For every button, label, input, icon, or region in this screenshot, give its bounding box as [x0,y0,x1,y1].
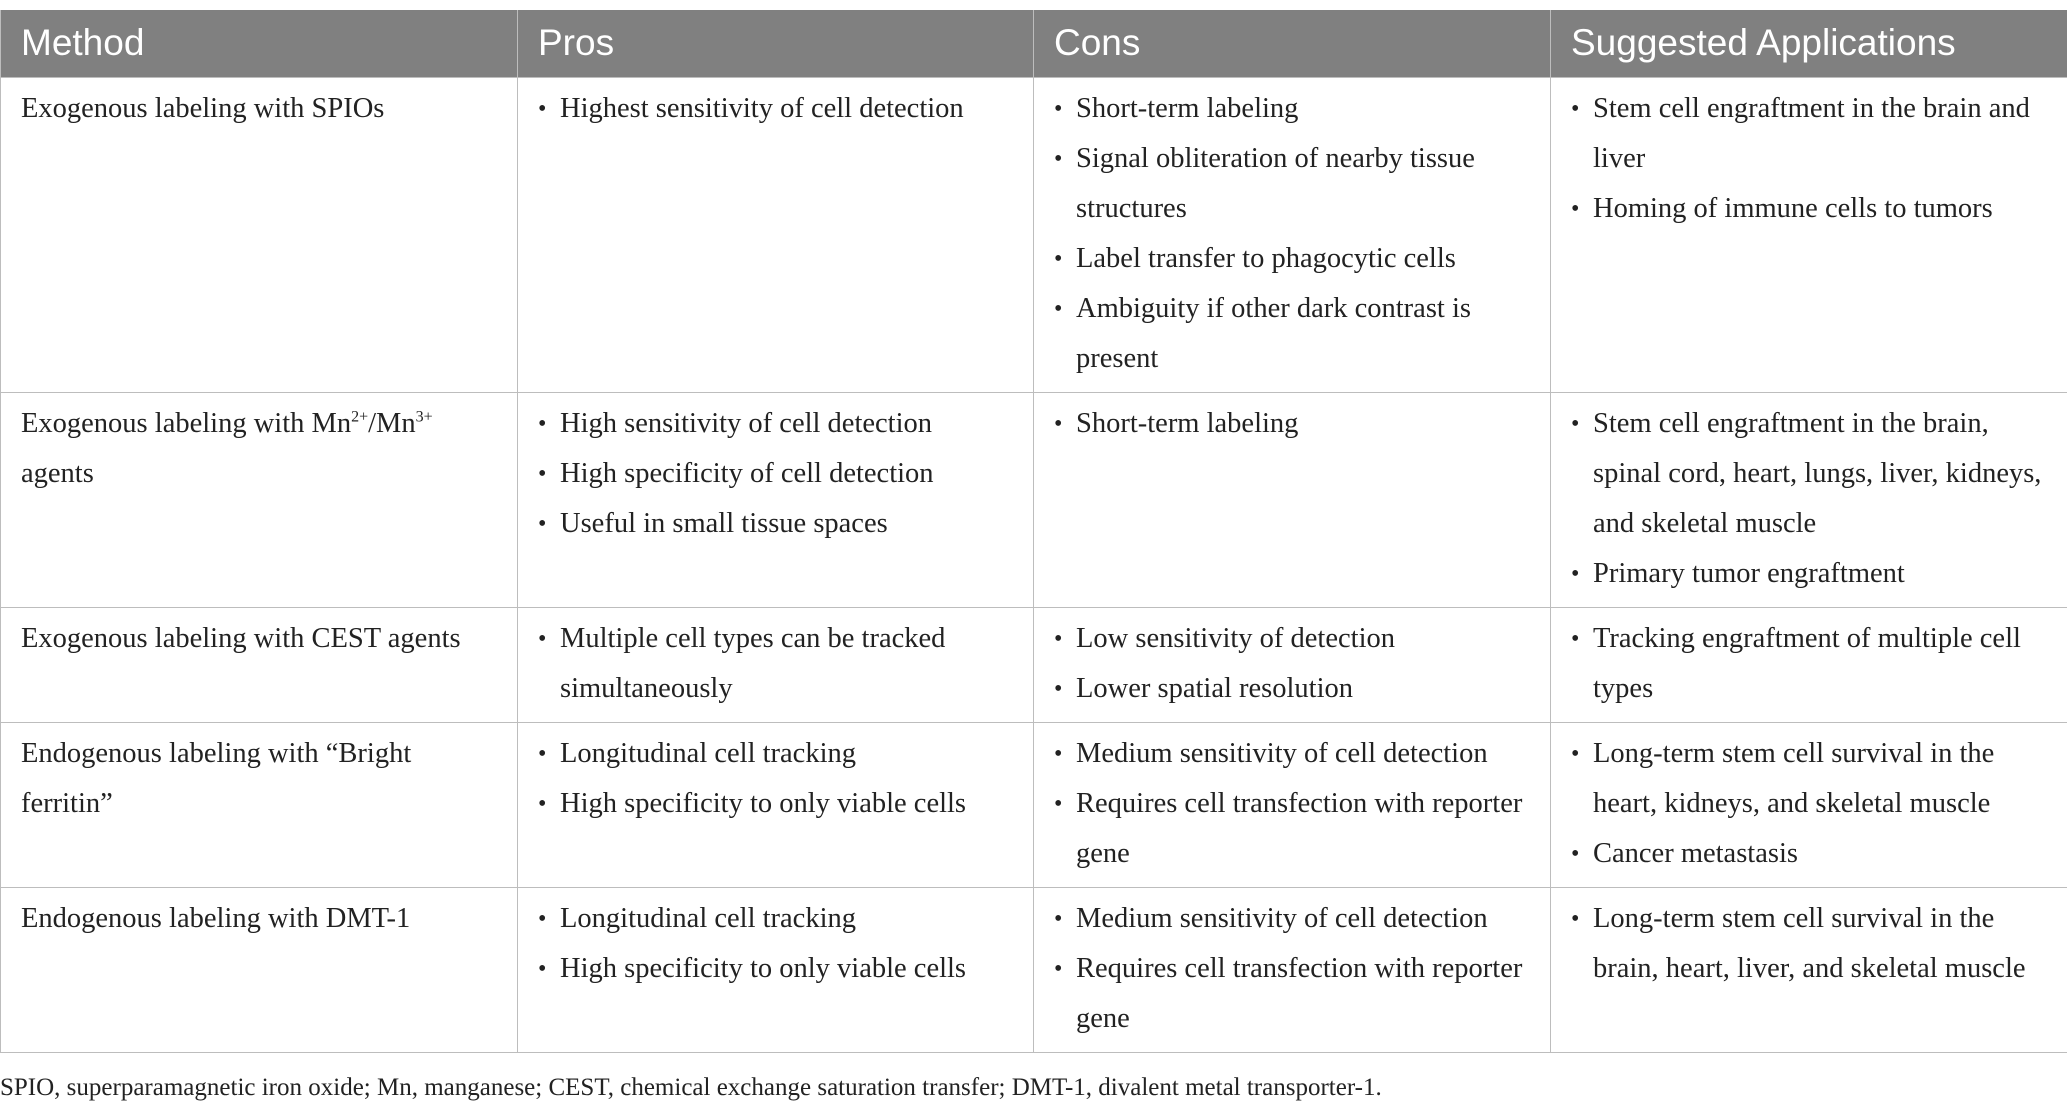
cons-cell [1034,607,1551,722]
pros-list [538,614,1013,714]
method-text [21,408,433,489]
applications-list [1571,399,2047,599]
list-item: • Medium sensitivity of cell detection [1076,729,1530,779]
list-item: • Signal obliteration of nearby tissue structures [1076,134,1530,234]
cons-list [1054,894,1530,1044]
list-item: • High specificity of cell detection [560,449,1013,499]
list-item: • Tracking engraftment of multiple cell types [1593,614,2047,714]
list-item: • Low sensitivity of detection [1076,614,1530,664]
list-item: • Primary tumor engraftment [1593,549,2047,599]
list-item: • Requires cell transfection with reporter gene [1076,779,1530,879]
table-row [1,607,2067,722]
list-item: • Useful in small tissue spaces [560,499,1013,549]
list-item: • Homing of immune cells to tumors [1593,184,2047,234]
pros-cell [518,392,1034,607]
cons-cell [1034,77,1551,392]
method-cell [1,887,518,1052]
table-row [1,722,2067,887]
comparison-table-container [0,10,2067,1053]
method-cell [1,722,518,887]
cons-list [1054,84,1530,384]
cell-labeling-methods-table [0,10,2067,1053]
cons-cell [1034,392,1551,607]
charge-superscript: 2+ [351,408,369,425]
list-item: • Stem cell engraftment in the brain, spinal cord, heart, lungs, liver, kidneys, and skeletal muscle [1593,399,2047,549]
list-item: • Long-term stem cell survival in the brain, heart, liver, and skeletal muscle [1593,894,2047,994]
method-cell [1,607,518,722]
cons-list [1054,614,1530,714]
pros-list [538,84,1013,134]
list-item: • Cancer metastasis [1593,829,2047,879]
applications-cell [1551,607,2067,722]
list-item: • Highest sensitivity of cell detection [560,84,1013,134]
list-item: • Short-term labeling [1076,399,1530,449]
charge-superscript: 3+ [415,408,433,425]
list-item: • High specificity to only viable cells [560,944,1013,994]
list-item: • Long-term stem cell survival in the heart, kidneys, and skeletal muscle [1593,729,2047,829]
list-item: • High specificity to only viable cells [560,779,1013,829]
pros-cell [518,887,1034,1052]
applications-list [1571,84,2047,234]
cons-list [1054,399,1530,449]
list-item: • Longitudinal cell tracking [560,729,1013,779]
method-text-suffix: agents [21,457,94,489]
applications-cell [1551,887,2067,1052]
method-text: Exogenous labeling with CEST agents [21,622,461,654]
method-text-prefix: Exogenous labeling with Mn [21,407,352,439]
header-pros: Pros [518,10,1034,77]
list-item: • Requires cell transfection with reporter gene [1076,944,1530,1044]
applications-cell [1551,722,2067,887]
pros-cell [518,607,1034,722]
applications-list [1571,894,2047,994]
cons-cell [1034,887,1551,1052]
list-item: • Label transfer to phagocytic cells [1076,234,1530,284]
pros-list [538,894,1013,994]
applications-list [1571,614,2047,714]
list-item: • Ambiguity if other dark contrast is present [1076,284,1530,384]
cons-list [1054,729,1530,879]
table-header-row [1,10,2067,77]
list-item: • High sensitivity of cell detection [560,399,1013,449]
method-text-mid: /Mn [368,407,416,439]
applications-list [1571,729,2047,879]
method-text: Endogenous labeling with DMT-1 [21,902,411,934]
table-row [1,392,2067,607]
table-row [1,887,2067,1052]
method-text: Endogenous labeling with “Bright ferritin” [21,737,412,819]
list-item: • Multiple cell types can be tracked simultaneously [560,614,1013,714]
list-item: • Medium sensitivity of cell detection [1076,894,1530,944]
list-item: • Stem cell engraftment in the brain and liver [1593,84,2047,184]
cons-cell [1034,722,1551,887]
header-cons: Cons [1034,10,1551,77]
applications-cell [1551,77,2067,392]
list-item: • Lower spatial resolution [1076,664,1530,714]
method-text: Exogenous labeling with SPIOs [21,92,385,124]
list-item: • Longitudinal cell tracking [560,894,1013,944]
pros-cell [518,722,1034,887]
list-item: • Short-term labeling [1076,84,1530,134]
header-applications: Suggested Applications [1551,10,2067,77]
applications-cell [1551,392,2067,607]
pros-list [538,729,1013,829]
method-cell [1,77,518,392]
method-cell [1,392,518,607]
table-row [1,77,2067,392]
table-footnote: SPIO, superparamagnetic iron oxide; Mn, manganese; CEST, chemical exchange saturation transfer; DMT-1, divalent metal transporter-1. [0,1074,1382,1101]
pros-cell [518,77,1034,392]
header-method: Method [1,10,518,77]
pros-list [538,399,1013,549]
